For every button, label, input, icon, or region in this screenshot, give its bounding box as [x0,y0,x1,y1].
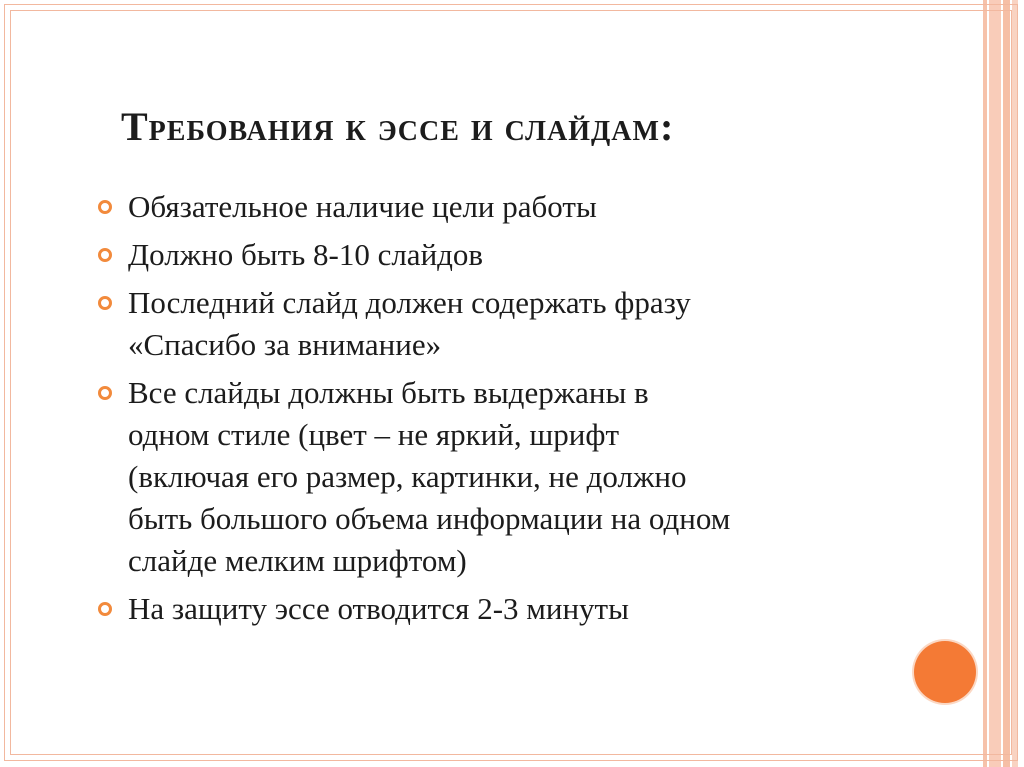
list-item [96,282,896,366]
bullet-text: Все слайды должны быть выдержаны в одном стиле (цвет – не яркий, шрифт (включая его размер, картинки, не должно быть большого объема информации на одном слайде мелким шрифтом) [128,375,731,578]
bullet-circle-icon [98,386,112,400]
bullet-circle-icon [98,248,112,262]
decorative-stripe [1012,0,1018,767]
bullet-text: Последний слайд должен содержать фразу «Спасибо за внимание» [128,285,691,362]
decorative-circle-icon [914,641,976,703]
bullet-text: На защиту эссе отводится 2-3 минуты [128,591,629,626]
bullet-list [96,186,896,636]
bullet-circle-icon [98,296,112,310]
decorative-stripe [1003,0,1010,767]
decorative-stripe [983,0,987,767]
list-item [96,372,896,582]
bullet-circle-icon [98,602,112,616]
slide-title: Требования к эссе и слайдам: [121,104,675,149]
list-item [96,186,896,228]
list-item [96,588,896,630]
bullet-text: Должно быть 8-10 слайдов [128,237,484,272]
decorative-stripe [989,0,1001,767]
list-item [96,234,896,276]
bullet-circle-icon [98,200,112,214]
bullet-text: Обязательное наличие цели работы [128,189,597,224]
